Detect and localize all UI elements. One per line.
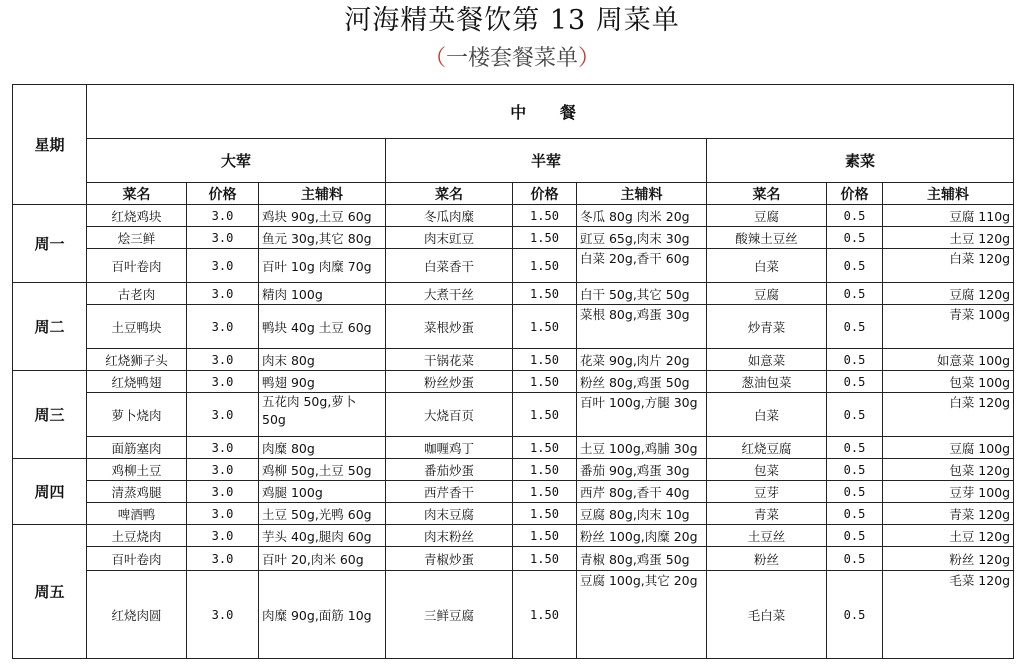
vegetable-dish-price: 0.5 — [827, 227, 883, 249]
half-meat-dish-name: 咖喱鸡丁 — [386, 437, 513, 459]
half-meat-dish-ingredients: 冬瓜 80g 肉米 20g — [577, 205, 707, 227]
column-header-price: 价格 — [513, 183, 577, 205]
half-meat-dish-name: 三鲜豆腐 — [386, 571, 513, 659]
table-row — [13, 371, 1014, 393]
vegetable-dish-name: 豆腐 — [707, 283, 827, 305]
table-row — [13, 503, 1014, 525]
half-meat-dish-price: 1.50 — [513, 571, 577, 659]
meat-dish-name: 鸡柳土豆 — [87, 459, 187, 481]
vegetable-dish-ingredients: 青菜 120g — [883, 503, 1014, 525]
meat-dish-name: 啤酒鸭 — [87, 503, 187, 525]
vegetable-dish-price: 0.5 — [827, 205, 883, 227]
half-meat-dish-ingredients: 粉丝 100g,肉糜 20g — [577, 525, 707, 547]
half-meat-dish-price: 1.50 — [513, 547, 577, 571]
meat-dish-ingredients: 鸭翅 90g — [259, 371, 386, 393]
table-row — [13, 227, 1014, 249]
half-meat-dish-ingredients: 土豆 100g,鸡脯 30g — [577, 437, 707, 459]
half-meat-dish-name: 白菜香干 — [386, 249, 513, 283]
vegetable-dish-name: 青菜 — [707, 503, 827, 525]
vegetable-dish-name: 粉丝 — [707, 547, 827, 571]
meat-dish-ingredients: 百叶 20,肉米 60g — [259, 547, 386, 571]
meat-dish-price: 3.0 — [187, 525, 259, 547]
vegetable-dish-name: 包菜 — [707, 459, 827, 481]
weekday-header: 星期 — [13, 85, 87, 205]
half-meat-dish-ingredients: 菜根 80g,鸡蛋 30g — [577, 305, 707, 349]
vegetable-dish-ingredients: 粉丝 120g — [883, 547, 1014, 571]
meat-dish-name: 面筋塞肉 — [87, 437, 187, 459]
meat-dish-ingredients: 鸡柳 50g,土豆 50g — [259, 459, 386, 481]
vegetable-dish-name: 葱油包菜 — [707, 371, 827, 393]
vegetable-dish-price: 0.5 — [827, 283, 883, 305]
half-meat-dish-ingredients: 花菜 90g,肉片 20g — [577, 349, 707, 371]
vegetable-dish-ingredients: 毛菜 120g — [883, 571, 1014, 659]
meat-dish-name: 萝卜烧肉 — [87, 393, 187, 437]
meat-dish-name: 红烧鸭翅 — [87, 371, 187, 393]
table-row — [13, 481, 1014, 503]
meat-dish-ingredients: 鱼元 30g,其它 80g — [259, 227, 386, 249]
meat-dish-price: 3.0 — [187, 503, 259, 525]
half-meat-dish-ingredients: 豇豆 65g,肉末 30g — [577, 227, 707, 249]
subtitle-close-paren: ） — [578, 46, 601, 71]
half-meat-dish-price: 1.50 — [513, 283, 577, 305]
group-header-meat: 大荤 — [87, 139, 386, 183]
weekday-label: 周二 — [13, 283, 87, 371]
meat-dish-price: 3.0 — [187, 481, 259, 503]
meat-dish-name: 红烧鸡块 — [87, 205, 187, 227]
column-header-price: 价格 — [187, 183, 259, 205]
vegetable-dish-name: 白菜 — [707, 249, 827, 283]
meat-dish-price: 3.0 — [187, 227, 259, 249]
vegetable-dish-price: 0.5 — [827, 371, 883, 393]
vegetable-dish-ingredients: 白菜 120g — [883, 393, 1014, 437]
column-header-dish: 菜名 — [386, 183, 513, 205]
menu-subtitle — [0, 44, 1024, 74]
half-meat-dish-name: 干锅花菜 — [386, 349, 513, 371]
vegetable-dish-ingredients: 豆腐 110g — [883, 205, 1014, 227]
vegetable-dish-price: 0.5 — [827, 349, 883, 371]
meat-dish-name: 烩三鲜 — [87, 227, 187, 249]
vegetable-dish-ingredients: 包菜 120g — [883, 459, 1014, 481]
table-row — [13, 393, 1014, 437]
vegetable-dish-name: 红烧豆腐 — [707, 437, 827, 459]
vegetable-dish-price: 0.5 — [827, 459, 883, 481]
meat-dish-name: 红烧狮子头 — [87, 349, 187, 371]
meat-dish-ingredients: 精肉 100g — [259, 283, 386, 305]
half-meat-dish-price: 1.50 — [513, 305, 577, 349]
table-row — [13, 459, 1014, 481]
half-meat-dish-ingredients: 豆腐 80g,肉末 10g — [577, 503, 707, 525]
vegetable-dish-price: 0.5 — [827, 305, 883, 349]
meat-dish-price: 3.0 — [187, 283, 259, 305]
half-meat-dish-name: 肉末豇豆 — [386, 227, 513, 249]
vegetable-dish-ingredients: 白菜 120g — [883, 249, 1014, 283]
meat-dish-name: 古老肉 — [87, 283, 187, 305]
half-meat-dish-price: 1.50 — [513, 205, 577, 227]
meat-dish-ingredients: 肉末 80g — [259, 349, 386, 371]
half-meat-dish-price: 1.50 — [513, 249, 577, 283]
half-meat-dish-name: 肉末豆腐 — [386, 503, 513, 525]
half-meat-dish-price: 1.50 — [513, 371, 577, 393]
table-row — [13, 547, 1014, 571]
lunch-header: 中 餐 — [87, 85, 1014, 139]
vegetable-dish-name: 豆腐 — [707, 205, 827, 227]
table-row — [13, 205, 1014, 227]
subtitle-open-paren: （ — [423, 46, 446, 71]
half-meat-dish-price: 1.50 — [513, 525, 577, 547]
meat-dish-name: 清蒸鸡腿 — [87, 481, 187, 503]
meat-dish-ingredients: 鸡腿 100g — [259, 481, 386, 503]
vegetable-dish-price: 0.5 — [827, 571, 883, 659]
table-row — [13, 571, 1014, 659]
vegetable-dish-ingredients: 土豆 120g — [883, 525, 1014, 547]
weekly-menu-table — [12, 84, 1014, 659]
vegetable-dish-ingredients: 青菜 100g — [883, 305, 1014, 349]
table-row — [13, 349, 1014, 371]
meat-dish-price: 3.0 — [187, 305, 259, 349]
meat-dish-price: 3.0 — [187, 393, 259, 437]
meat-dish-ingredients: 鸭块 40g 土豆 60g — [259, 305, 386, 349]
vegetable-dish-price: 0.5 — [827, 547, 883, 571]
group-header-half-meat: 半荤 — [386, 139, 707, 183]
vegetable-dish-name: 白菜 — [707, 393, 827, 437]
half-meat-dish-name: 粉丝炒蛋 — [386, 371, 513, 393]
half-meat-dish-ingredients: 白干 50g,其它 50g — [577, 283, 707, 305]
vegetable-dish-price: 0.5 — [827, 249, 883, 283]
half-meat-dish-name: 青椒炒蛋 — [386, 547, 513, 571]
vegetable-dish-ingredients: 豆腐 120g — [883, 283, 1014, 305]
group-header-vegetable: 素菜 — [707, 139, 1014, 183]
meat-dish-name: 百叶卷肉 — [87, 249, 187, 283]
half-meat-dish-ingredients: 番茄 90g,鸡蛋 30g — [577, 459, 707, 481]
meat-dish-price: 3.0 — [187, 371, 259, 393]
meat-dish-ingredients: 鸡块 90g,土豆 60g — [259, 205, 386, 227]
meat-dish-ingredients: 肉糜 90g,面筋 10g — [259, 571, 386, 659]
meat-dish-ingredients: 土豆 50g,光鸭 60g — [259, 503, 386, 525]
meat-dish-price: 3.0 — [187, 205, 259, 227]
meat-dish-price: 3.0 — [187, 459, 259, 481]
weekday-label: 周一 — [13, 205, 87, 283]
meat-dish-price: 3.0 — [187, 349, 259, 371]
column-header-ingredients: 主辅料 — [577, 183, 707, 205]
vegetable-dish-ingredients: 豆腐 100g — [883, 437, 1014, 459]
vegetable-dish-name: 如意菜 — [707, 349, 827, 371]
vegetable-dish-name: 炒青菜 — [707, 305, 827, 349]
meat-dish-price: 3.0 — [187, 571, 259, 659]
meat-dish-ingredients: 芋头 40g,腿肉 60g — [259, 525, 386, 547]
half-meat-dish-name: 菜根炒蛋 — [386, 305, 513, 349]
half-meat-dish-price: 1.50 — [513, 393, 577, 437]
vegetable-dish-price: 0.5 — [827, 437, 883, 459]
half-meat-dish-price: 1.50 — [513, 227, 577, 249]
half-meat-dish-ingredients: 粉丝 80g,鸡蛋 50g — [577, 371, 707, 393]
vegetable-dish-ingredients: 土豆 120g — [883, 227, 1014, 249]
vegetable-dish-name: 土豆丝 — [707, 525, 827, 547]
menu-title: 河海精英餐饮第 13 周菜单 — [344, 5, 680, 36]
table-row — [13, 249, 1014, 283]
table-row — [13, 283, 1014, 305]
half-meat-dish-price: 1.50 — [513, 503, 577, 525]
vegetable-dish-ingredients: 包菜 100g — [883, 371, 1014, 393]
half-meat-dish-name: 大烧百页 — [386, 393, 513, 437]
half-meat-dish-name: 冬瓜肉糜 — [386, 205, 513, 227]
half-meat-dish-ingredients: 豆腐 100g,其它 20g — [577, 571, 707, 659]
half-meat-dish-ingredients: 青椒 80g,鸡蛋 50g — [577, 547, 707, 571]
vegetable-dish-name: 酸辣土豆丝 — [707, 227, 827, 249]
half-meat-dish-ingredients: 西芹 80g,香干 40g — [577, 481, 707, 503]
meat-dish-ingredients: 百叶 10g 肉糜 70g — [259, 249, 386, 283]
half-meat-dish-price: 1.50 — [513, 459, 577, 481]
half-meat-dish-price: 1.50 — [513, 481, 577, 503]
table-row — [13, 437, 1014, 459]
meat-dish-price: 3.0 — [187, 249, 259, 283]
meat-dish-price: 3.0 — [187, 547, 259, 571]
half-meat-dish-price: 1.50 — [513, 437, 577, 459]
vegetable-dish-name: 毛白菜 — [707, 571, 827, 659]
table-row — [13, 305, 1014, 349]
half-meat-dish-name: 大煮干丝 — [386, 283, 513, 305]
meat-dish-name: 红烧肉圆 — [87, 571, 187, 659]
half-meat-dish-name: 肉末粉丝 — [386, 525, 513, 547]
half-meat-dish-name: 西芹香干 — [386, 481, 513, 503]
weekday-label: 周四 — [13, 459, 87, 525]
vegetable-dish-price: 0.5 — [827, 481, 883, 503]
table-row — [13, 525, 1014, 547]
column-header-dish: 菜名 — [707, 183, 827, 205]
meat-dish-price: 3.0 — [187, 437, 259, 459]
meat-dish-ingredients: 肉糜 80g — [259, 437, 386, 459]
weekday-label: 周五 — [13, 525, 87, 659]
vegetable-dish-price: 0.5 — [827, 525, 883, 547]
half-meat-dish-ingredients: 百叶 100g,方腿 30g — [577, 393, 707, 437]
half-meat-dish-price: 1.50 — [513, 349, 577, 371]
meat-dish-name: 土豆鸭块 — [87, 305, 187, 349]
vegetable-dish-price: 0.5 — [827, 393, 883, 437]
subtitle-text: 一楼套餐菜单 — [445, 46, 578, 71]
weekday-label: 周三 — [13, 371, 87, 459]
half-meat-dish-ingredients: 白菜 20g,香干 60g — [577, 249, 707, 283]
vegetable-dish-price: 0.5 — [827, 503, 883, 525]
vegetable-dish-name: 豆芽 — [707, 481, 827, 503]
vegetable-dish-ingredients: 豆芽 100g — [883, 481, 1014, 503]
meat-dish-name: 百叶卷肉 — [87, 547, 187, 571]
vegetable-dish-ingredients: 如意菜 100g — [883, 349, 1014, 371]
column-header-price: 价格 — [827, 183, 883, 205]
meat-dish-name: 土豆烧肉 — [87, 525, 187, 547]
half-meat-dish-name: 番茄炒蛋 — [386, 459, 513, 481]
meat-dish-ingredients: 五花肉 50g,萝卜 50g — [259, 393, 386, 437]
column-header-ingredients: 主辅料 — [259, 183, 386, 205]
column-header-ingredients: 主辅料 — [883, 183, 1014, 205]
column-header-dish: 菜名 — [87, 183, 187, 205]
